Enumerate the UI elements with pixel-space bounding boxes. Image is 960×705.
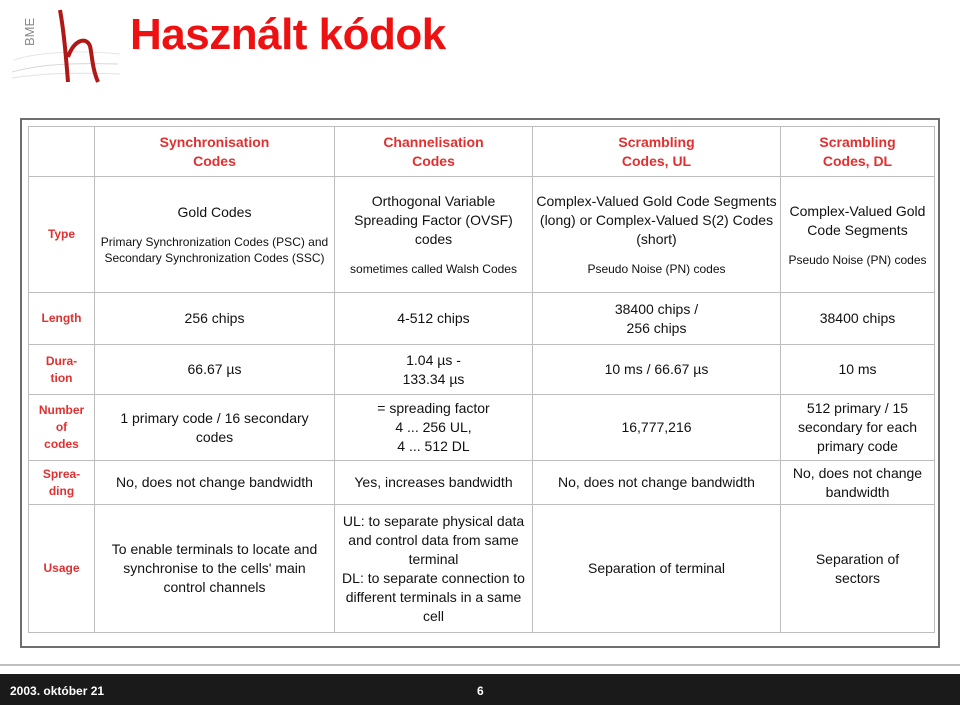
duration-chan: 1.04 µs - 133.34 µs (335, 345, 533, 395)
type-chan: Orthogonal Variable Spreading Factor (OVSF) codes sometimes called Walsh Codes (335, 177, 533, 293)
length-chan: 4-512 chips (335, 293, 533, 345)
type-dl: Complex-Valued Gold Code Segments Pseudo Noise (PN) codes (781, 177, 935, 293)
page-title: Használt kódok (130, 10, 446, 59)
spreading-chan: Yes, increases bandwidth (335, 461, 533, 505)
codes-table (28, 126, 935, 633)
row-label-length: Length (29, 293, 95, 345)
row-usage (29, 505, 935, 633)
usage-sync: To enable terminals to locate and synchronise to the cells' main control channels (95, 505, 335, 633)
row-spreading (29, 461, 935, 505)
header-row (29, 127, 935, 177)
number-dl: 512 primary / 15 secondary for each primary code (781, 395, 935, 461)
bme-logo (8, 2, 126, 88)
usage-chan: UL: to separate physical data and control data from same terminal DL: to separate connection to different terminals in a same cell (335, 505, 533, 633)
row-label-duration: Dura-tion (29, 345, 95, 395)
length-dl: 38400 chips (781, 293, 935, 345)
header-ul: Scrambling Codes, UL (533, 127, 781, 177)
usage-dl: Separation of sectors (781, 505, 935, 633)
row-type (29, 177, 935, 293)
row-label-spreading: Sprea-ding (29, 461, 95, 505)
row-duration (29, 345, 935, 395)
codes-table-frame (20, 118, 940, 648)
length-ul: 38400 chips / 256 chips (533, 293, 781, 345)
duration-dl: 10 ms (781, 345, 935, 395)
header-chan: Channelisation Codes (335, 127, 533, 177)
length-sync: 256 chips (95, 293, 335, 345)
row-label-number: Number of codes (29, 395, 95, 461)
duration-sync: 66.67 µs (95, 345, 335, 395)
row-label-type: Type (29, 177, 95, 293)
corner-cell (29, 127, 95, 177)
row-number (29, 395, 935, 461)
type-sync: Gold Codes Primary Synchronization Codes (PSC) and Secondary Synchronization Codes (SSC) (95, 177, 335, 293)
footer-date: 2003. október 21 (10, 684, 105, 698)
spreading-sync: No, does not change bandwidth (95, 461, 335, 505)
usage-ul: Separation of terminal (533, 505, 781, 633)
duration-ul: 10 ms / 66.67 µs (533, 345, 781, 395)
header-dl: Scrambling Codes, DL (781, 127, 935, 177)
type-ul: Complex-Valued Gold Code Segments (long) or Complex-Valued S(2) Codes (short) Pseudo Noise (PN) codes (533, 177, 781, 293)
row-length (29, 293, 935, 345)
number-sync: 1 primary code / 16 secondary codes (95, 395, 335, 461)
footer-divider (0, 664, 960, 666)
logo-text: BME (22, 17, 37, 46)
footer-bar (0, 674, 960, 705)
spreading-dl: No, does not change bandwidth (781, 461, 935, 505)
page-number: 6 (477, 684, 484, 698)
spreading-ul: No, does not change bandwidth (533, 461, 781, 505)
header-sync: Synchronisation Codes (95, 127, 335, 177)
number-chan: = spreading factor 4 ... 256 UL, 4 ... 512 DL (335, 395, 533, 461)
row-label-usage: Usage (29, 505, 95, 633)
number-ul: 16,777,216 (533, 395, 781, 461)
